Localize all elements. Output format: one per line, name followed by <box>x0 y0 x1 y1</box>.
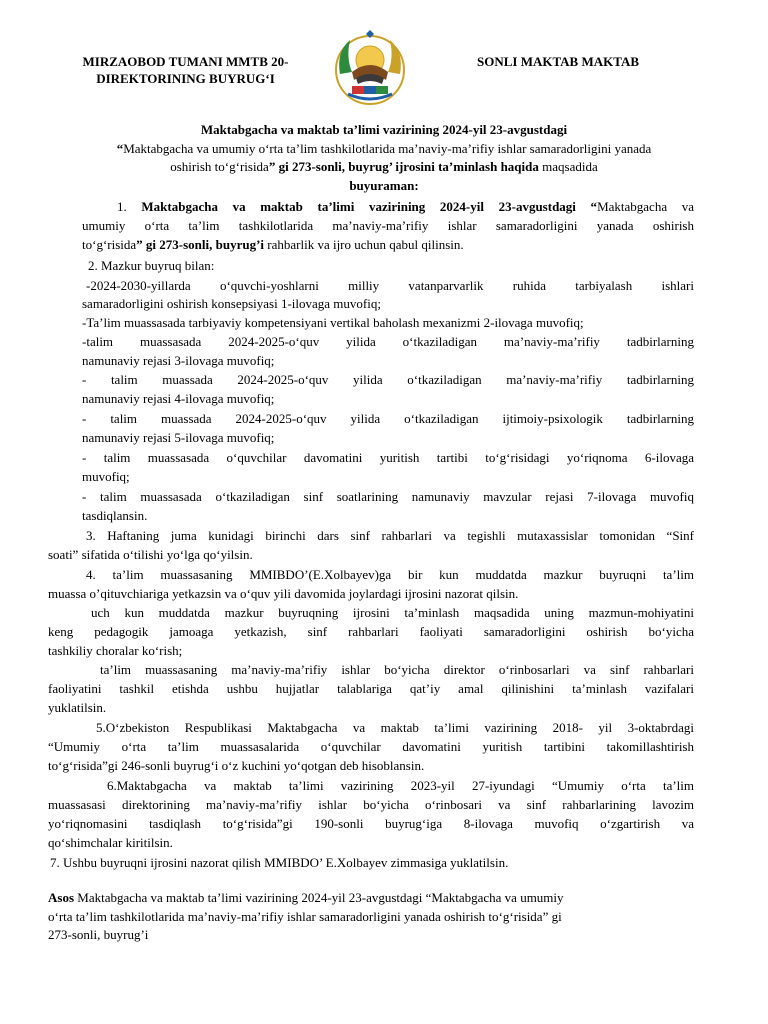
header-left-line2: DIREKTORINING BUYRUG‘I <box>96 71 275 86</box>
text-line-4: buyuraman: <box>349 178 419 193</box>
state-emblem-icon <box>330 28 410 108</box>
text-line-37: yo‘riqnomasini tasdiqlash to‘g‘risida”gi 190-sonli buyrug‘iga 8-ilovaga muvofiq o‘zgartirish va <box>48 816 694 831</box>
text-line-27: keng pedagogik jamoaga yetkazish, sinf rahbarlari faoliyati samaradorligini oshirish bo‘yicha <box>48 624 694 639</box>
text-line-24: 4. ta’lim muassasaning MMIBDO’(E.Xolbayev)ga bir kun muddatda mazkur buyruqni ta’lim <box>86 567 694 582</box>
text-line-13: namunaviy rejasi 3-ilovaga muvofiq; <box>82 353 275 368</box>
text-line-16: - talim muassada 2024-2025-o‘quv yilida o‘tkaziladigan ijtimoiy-psixologik tadbirlarning <box>82 411 694 426</box>
text-line-19: muvofiq; <box>82 469 130 484</box>
text-line-28: tashkiliy choralar ko‘rish; <box>48 643 183 658</box>
text-line-36: muassasasi direktorining ma’naviy-ma’rifiy ishlar bo‘yicha o‘rinbosari va sinf rahbarlarining lavozim <box>48 797 694 812</box>
text-line-38: qo‘shimchalar kiritilsin. <box>48 835 173 850</box>
text-line-31: yuklatilsin. <box>48 700 107 715</box>
text-line-2: “Maktabgacha va umumiy o‘rta ta’lim tashkilotlarida ma’naviy-ma’rifiy ishlar samaradorligini yanada <box>116 141 652 156</box>
header-right: SONLI MAKTAB MAKTAB <box>476 54 640 69</box>
text-line-15: namunaviy rejasi 4-ilovaga muvofiq; <box>82 391 275 406</box>
text-line-10: samaradorligini oshirish konsepsiyasi 1-ilovaga muvofiq; <box>82 296 381 311</box>
text-line-23: soati” sifatida o‘tilishi yo‘lga qo‘yilsin. <box>48 547 253 562</box>
text-line-11: -Ta’lim muassasada tarbiyaviy kompetensiyani vertikal baholash mexanizmi 2-ilovaga muvofiq; <box>82 315 584 330</box>
text-line-9: -2024-2030-yillarda o‘quvchi-yoshlarni milliy vatanparvarlik ruhida tarbiyalash ishlari <box>86 278 694 293</box>
header-left <box>48 53 323 87</box>
text-line-6: umumiy o‘rta ta’lim tashkilotlarida ma’naviy-ma’rifiy ishlar samaradorligini yanada oshirish <box>82 218 694 233</box>
text-line-30: faoliyatini tashkil etishda ushbu hujjatlar talablariga qat’iy amal qilinishini ta’minlash vazifalari <box>48 681 694 696</box>
text-line-33: “Umumiy o‘rta ta’lim muassasalarida o‘quvchilar davomatini yuritish tartibini takomillashtirish <box>48 739 694 754</box>
text-line-14: - talim muassada 2024-2025-o‘quv yilida o‘tkaziladigan ma’naviy-ma’rifiy tadbirlarning <box>82 372 694 387</box>
text-line-5: 1. Maktabgacha va maktab ta’limi vazirining 2024-yil 23-avgustdagi “Maktabgacha va <box>117 199 694 214</box>
text-line-7: to‘g‘risida” gi 273-sonli, buyrug’i rahbarlik va ijro uchun qabul qilinsin. <box>82 237 464 252</box>
text-line-26: uch kun muddatda mazkur buyruqning ijrosini ta’minlash maqsadida uning mazmun-mohiyatini <box>91 605 694 620</box>
text-line-1: Maktabgacha va maktab ta’limi vazirining 2024-yil 23-avgustdagi <box>200 122 568 137</box>
text-line-17: namunaviy rejasi 5-ilovaga muvofiq; <box>82 430 275 445</box>
text-line-8: 2. Mazkur buyruq bilan: <box>88 258 215 273</box>
text-line-3: oshirish to‘g‘risida” gi 273-sonli, buyrug’ ijrosini ta’minlash haqida maqsadida <box>170 159 598 174</box>
text-line-12: -talim muassasada 2024-2025-o‘quv yilida o‘tkaziladigan ma’naviy-ma’rifiy tadbirlarning <box>82 334 694 349</box>
text-line-34: to‘g‘risida”gi 246-sonli buyrug‘i o‘z kuchini yo‘qotgan deb hisoblansin. <box>48 758 425 773</box>
text-line-35: 6.Maktabgacha va maktab ta’limi vazirining 2023-yil 27-iyundagi “Umumiy o‘rta ta’lim <box>107 778 694 793</box>
text-line-29: ta’lim muassasaning ma’naviy-ma’rifiy ishlar bo‘yicha direktor o‘rinbosarlari va sinf rahbarlari <box>100 662 694 677</box>
text-line-42: 273-sonli, buyrug’i <box>48 927 149 942</box>
text-line-20: - talim muassasada o‘tkaziladigan sinf soatlarining namunaviy mavzular rejasi 7-ilovaga muvofiq <box>82 489 694 504</box>
text-line-22: 3. Haftaning juma kunidagi birinchi dars sinf rahbarlari va tegishli mutaxassislar tomonidan “Sinf <box>86 528 694 543</box>
text-line-25: muassa o’qituvchiariga yetkazsin va o‘quv yili davomida joylardagi ijrosini nazorat qilsin. <box>48 586 519 601</box>
text-line-41: o‘rta ta’lim tashkilotlarida ma’naviy-ma’rifiy ishlar samaradorligini yanada oshirish to‘g‘risida” gi <box>48 909 562 924</box>
text-line-40: Asos Maktabgacha va maktab ta’limi vazirining 2024-yil 23-avgustdagi “Maktabgacha va umumiy <box>48 890 564 905</box>
text-line-39: 7. Ushbu buyruqni ijrosini nazorat qilish MMIBDO’ E.Xolbayev zimmasiga yuklatilsin. <box>50 855 509 870</box>
text-line-21: tasdiqlansin. <box>82 508 148 523</box>
text-line-32: 5.O‘zbekiston Respublikasi Maktabgacha va maktab ta’limi vazirining 2018- yil 3-oktabrdagi <box>96 720 694 735</box>
text-line-18: - talim muassasada o‘quvchilar davomatini yuritish tartibi to‘g‘risidagi yo‘riqnoma 6-ilovaga <box>82 450 694 465</box>
header-left-line1: MIRZAOBOD TUMANI MMTB 20- <box>82 54 289 69</box>
